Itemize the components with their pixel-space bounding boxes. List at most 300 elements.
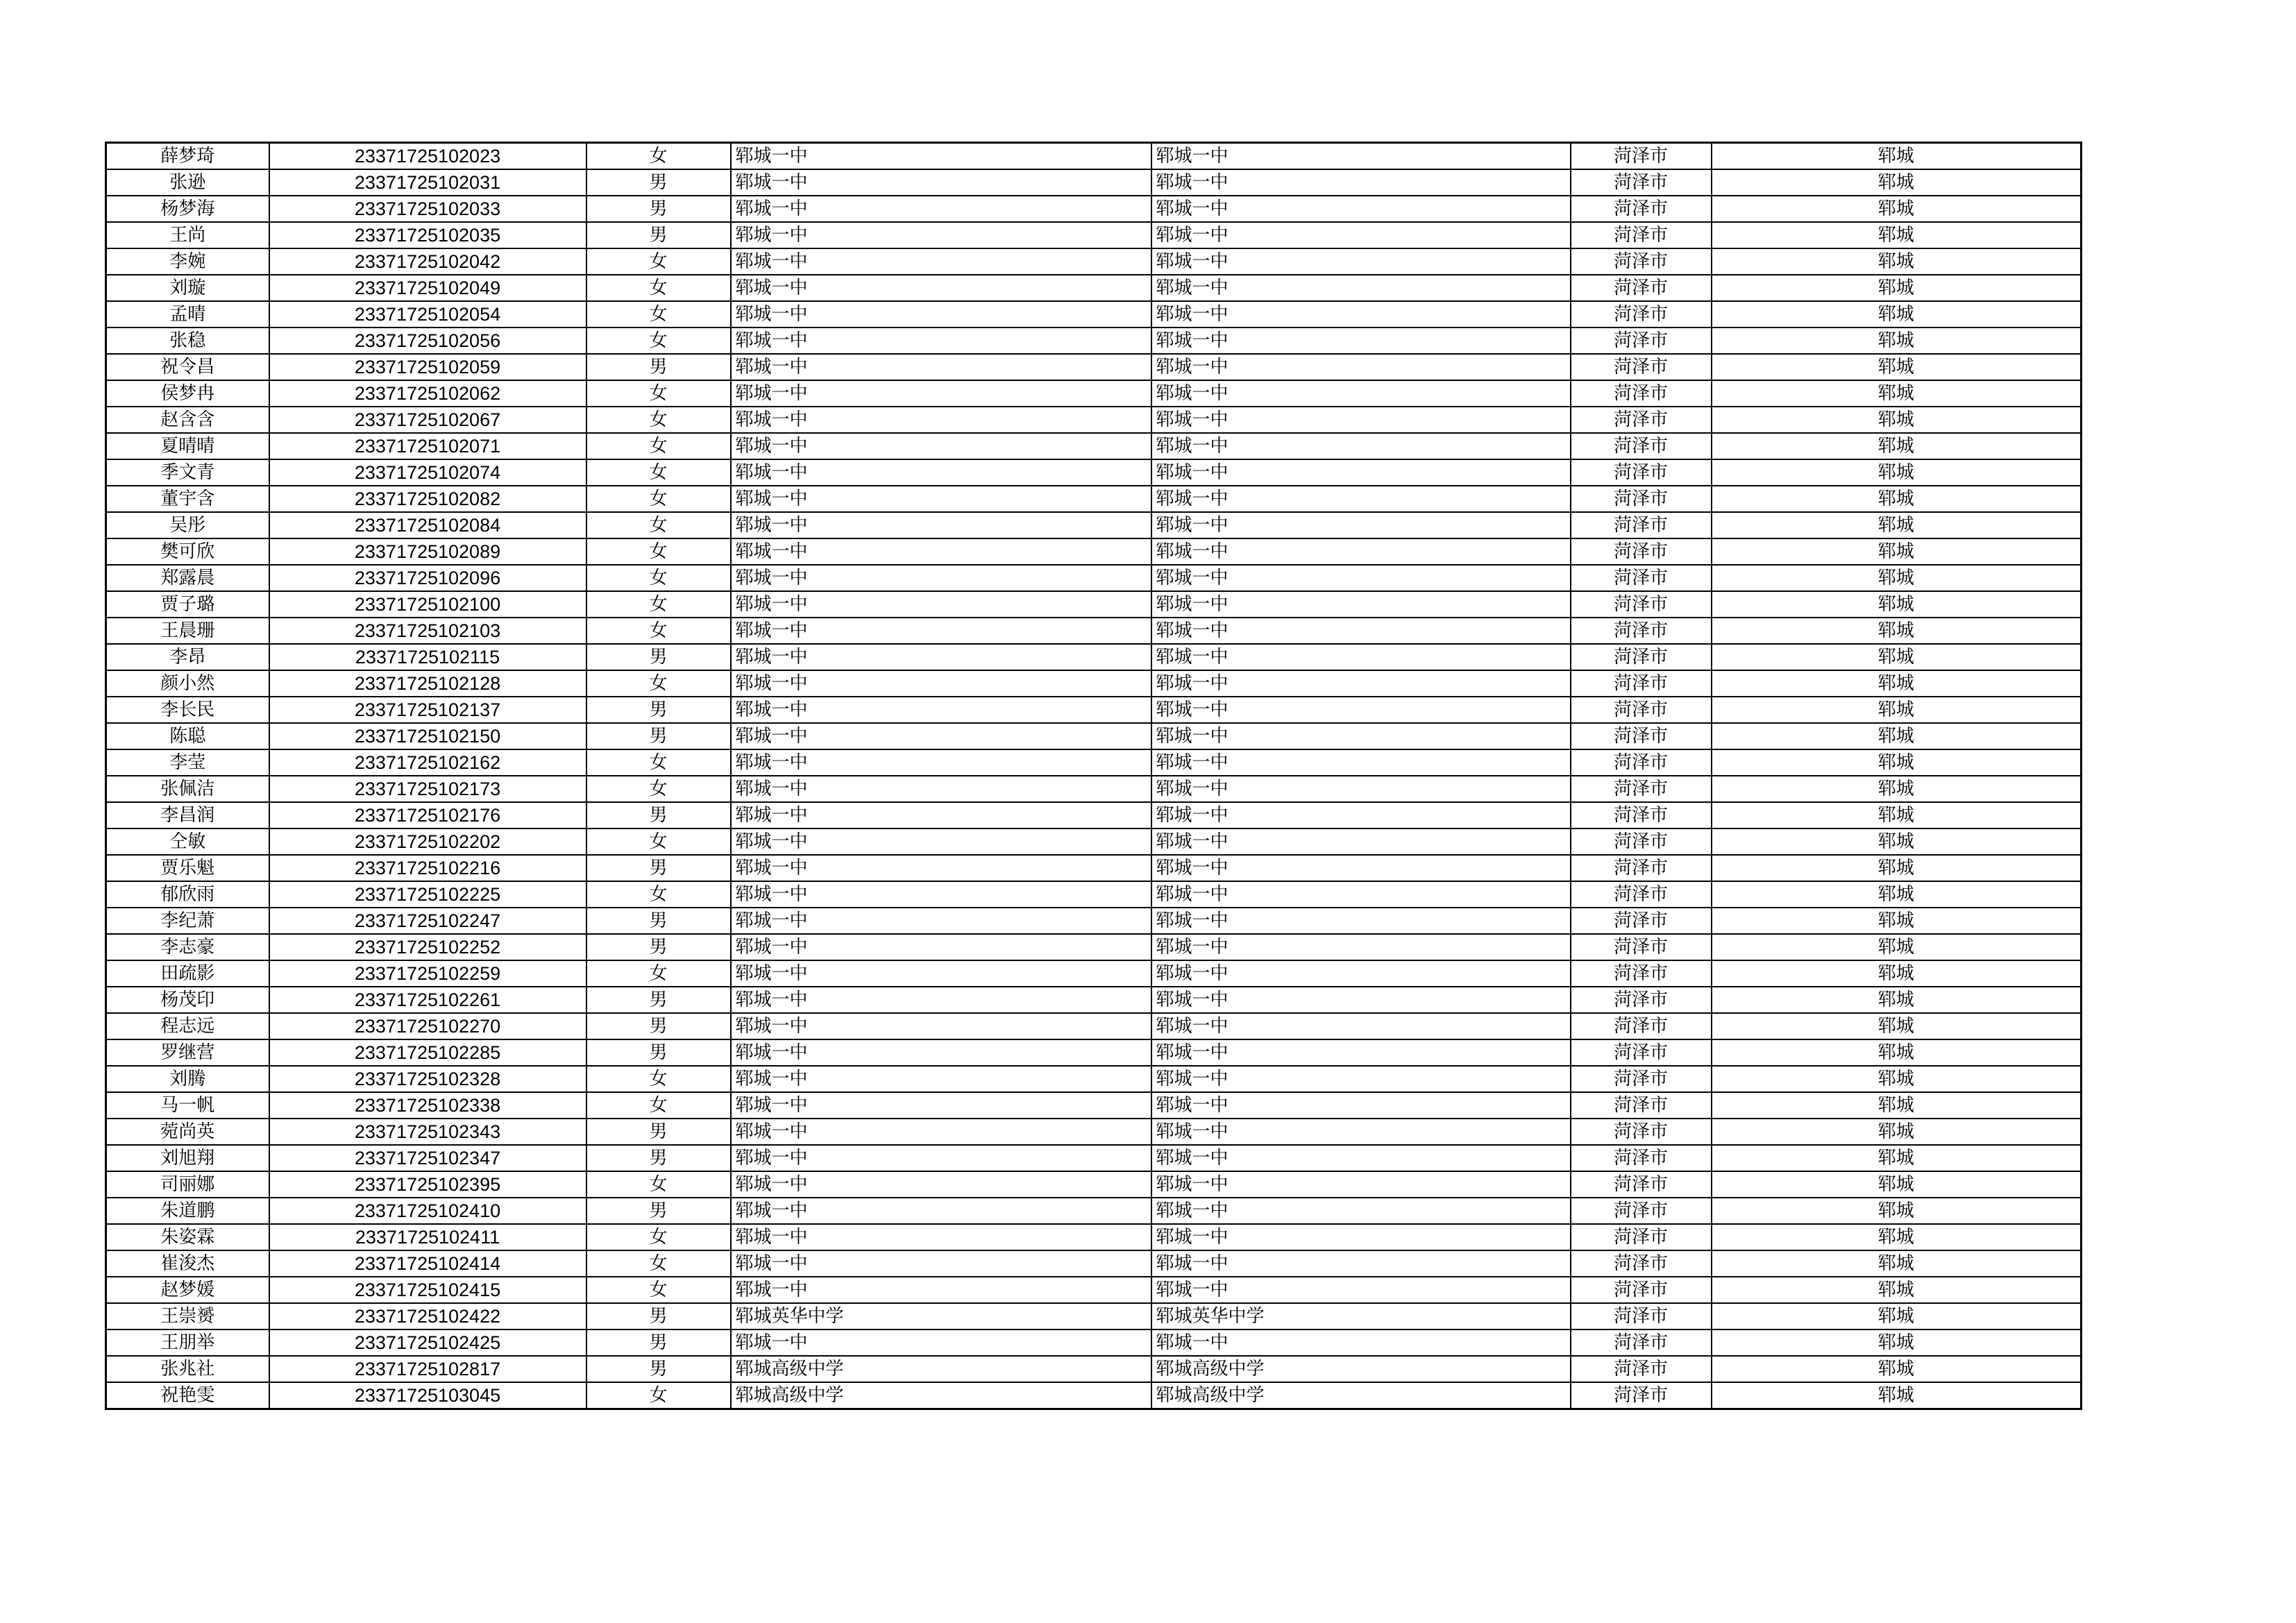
student-name-cell: 贾乐魁 [106, 855, 269, 881]
registration-school-cell: 郓城一中 [1151, 1224, 1571, 1250]
county-cell: 郓城 [1712, 855, 2082, 881]
city-cell: 菏泽市 [1571, 1224, 1712, 1250]
city-cell: 菏泽市 [1571, 1329, 1712, 1356]
registration-school-cell: 郓城一中 [1151, 749, 1571, 776]
student-name-cell: 郑露晨 [106, 565, 269, 591]
gender-cell: 男 [586, 1329, 731, 1356]
table-row [106, 1066, 2082, 1092]
city-cell: 菏泽市 [1571, 433, 1712, 459]
registration-school-cell: 郓城一中 [1151, 196, 1571, 222]
student-name-cell: 李长民 [106, 697, 269, 723]
registration-school-cell: 郓城一中 [1151, 618, 1571, 644]
school-cell: 郓城一中 [731, 908, 1151, 934]
gender-cell: 女 [586, 433, 731, 459]
table-row [106, 644, 2082, 670]
registration-school-cell: 郓城一中 [1151, 908, 1571, 934]
registration-school-cell: 郓城一中 [1151, 1066, 1571, 1092]
school-cell: 郓城一中 [731, 1092, 1151, 1119]
county-cell: 郓城 [1712, 644, 2082, 670]
gender-cell: 女 [586, 1277, 731, 1303]
gender-cell: 男 [586, 1013, 731, 1039]
gender-cell: 女 [586, 459, 731, 486]
student-name-cell: 王朋举 [106, 1329, 269, 1356]
city-cell: 菏泽市 [1571, 644, 1712, 670]
student-name-cell: 薛梦琦 [106, 143, 269, 170]
registration-school-cell: 郓城一中 [1151, 1092, 1571, 1119]
registration-school-cell: 郓城一中 [1151, 565, 1571, 591]
gender-cell: 男 [586, 802, 731, 829]
student-name-cell: 郁欣雨 [106, 881, 269, 908]
city-cell: 菏泽市 [1571, 1250, 1712, 1277]
table-row [106, 1145, 2082, 1171]
table-row [106, 960, 2082, 987]
gender-cell: 女 [586, 407, 731, 433]
city-cell: 菏泽市 [1571, 881, 1712, 908]
city-cell: 菏泽市 [1571, 538, 1712, 565]
student-name-cell: 张逊 [106, 169, 269, 196]
table-row [106, 1224, 2082, 1250]
gender-cell: 男 [586, 1119, 731, 1145]
table-row [106, 1356, 2082, 1382]
school-cell: 郓城一中 [731, 802, 1151, 829]
registration-school-cell: 郓城一中 [1151, 934, 1571, 960]
school-cell: 郓城一中 [731, 1013, 1151, 1039]
school-cell: 郓城一中 [731, 538, 1151, 565]
county-cell: 郓城 [1712, 1013, 2082, 1039]
school-cell: 郓城一中 [731, 1277, 1151, 1303]
city-cell: 菏泽市 [1571, 1013, 1712, 1039]
registration-school-cell: 郓城一中 [1151, 1250, 1571, 1277]
exam-id-cell: 23371725102216 [269, 855, 586, 881]
county-cell: 郓城 [1712, 934, 2082, 960]
exam-id-cell: 23371725102023 [269, 143, 586, 170]
school-cell: 郓城一中 [731, 486, 1151, 512]
table-row [106, 1198, 2082, 1224]
county-cell: 郓城 [1712, 169, 2082, 196]
exam-id-cell: 23371725102347 [269, 1145, 586, 1171]
registration-school-cell: 郓城一中 [1151, 433, 1571, 459]
city-cell: 菏泽市 [1571, 1119, 1712, 1145]
registration-school-cell: 郓城一中 [1151, 723, 1571, 749]
city-cell: 菏泽市 [1571, 960, 1712, 987]
school-cell: 郓城一中 [731, 644, 1151, 670]
registration-school-cell: 郓城高级中学 [1151, 1382, 1571, 1409]
school-cell: 郓城一中 [731, 512, 1151, 538]
table-row [106, 1039, 2082, 1066]
registration-school-cell: 郓城一中 [1151, 670, 1571, 697]
registration-school-cell: 郓城一中 [1151, 248, 1571, 275]
table-row [106, 407, 2082, 433]
exam-id-cell: 23371725102395 [269, 1171, 586, 1198]
table-row [106, 1013, 2082, 1039]
school-cell: 郓城一中 [731, 776, 1151, 802]
county-cell: 郓城 [1712, 1382, 2082, 1409]
city-cell: 菏泽市 [1571, 565, 1712, 591]
gender-cell: 女 [586, 512, 731, 538]
table-row [106, 591, 2082, 618]
exam-id-cell: 23371725102247 [269, 908, 586, 934]
county-cell: 郓城 [1712, 1198, 2082, 1224]
city-cell: 菏泽市 [1571, 802, 1712, 829]
student-name-cell: 张兆社 [106, 1356, 269, 1382]
registration-school-cell: 郓城一中 [1151, 1277, 1571, 1303]
gender-cell: 女 [586, 776, 731, 802]
table-row [106, 618, 2082, 644]
student-name-cell: 祝艳雯 [106, 1382, 269, 1409]
table-row [106, 908, 2082, 934]
county-cell: 郓城 [1712, 433, 2082, 459]
student-name-cell: 李志豪 [106, 934, 269, 960]
table-row [106, 354, 2082, 380]
school-cell: 郓城一中 [731, 169, 1151, 196]
table-row [106, 1277, 2082, 1303]
registration-school-cell: 郓城高级中学 [1151, 1356, 1571, 1382]
exam-id-cell: 23371725102338 [269, 1092, 586, 1119]
student-name-cell: 罗继营 [106, 1039, 269, 1066]
city-cell: 菏泽市 [1571, 1171, 1712, 1198]
student-name-cell: 朱道鹏 [106, 1198, 269, 1224]
school-cell: 郓城高级中学 [731, 1382, 1151, 1409]
exam-id-cell: 23371725102137 [269, 697, 586, 723]
gender-cell: 女 [586, 1224, 731, 1250]
county-cell: 郓城 [1712, 301, 2082, 328]
exam-id-cell: 23371725102343 [269, 1119, 586, 1145]
county-cell: 郓城 [1712, 328, 2082, 354]
city-cell: 菏泽市 [1571, 1145, 1712, 1171]
gender-cell: 女 [586, 143, 731, 170]
county-cell: 郓城 [1712, 1039, 2082, 1066]
gender-cell: 女 [586, 248, 731, 275]
gender-cell: 女 [586, 1066, 731, 1092]
city-cell: 菏泽市 [1571, 1356, 1712, 1382]
student-name-cell: 朱姿霖 [106, 1224, 269, 1250]
exam-id-cell: 23371725102202 [269, 829, 586, 855]
student-name-cell: 李婉 [106, 248, 269, 275]
gender-cell: 女 [586, 328, 731, 354]
exam-id-cell: 23371725102128 [269, 670, 586, 697]
table-row [106, 881, 2082, 908]
student-name-cell: 董宇含 [106, 486, 269, 512]
school-cell: 郓城一中 [731, 829, 1151, 855]
registration-school-cell: 郓城英华中学 [1151, 1303, 1571, 1329]
table-row [106, 855, 2082, 881]
exam-id-cell: 23371725102252 [269, 934, 586, 960]
exam-id-cell: 23371725102425 [269, 1329, 586, 1356]
student-name-cell: 张佩洁 [106, 776, 269, 802]
school-cell: 郓城一中 [731, 749, 1151, 776]
school-cell: 郓城一中 [731, 1119, 1151, 1145]
city-cell: 菏泽市 [1571, 407, 1712, 433]
school-cell: 郓城一中 [731, 1145, 1151, 1171]
gender-cell: 女 [586, 960, 731, 987]
school-cell: 郓城一中 [731, 1224, 1151, 1250]
table-row [106, 433, 2082, 459]
registration-school-cell: 郓城一中 [1151, 960, 1571, 987]
county-cell: 郓城 [1712, 1356, 2082, 1382]
roster-body [106, 143, 2082, 1409]
county-cell: 郓城 [1712, 565, 2082, 591]
county-cell: 郓城 [1712, 723, 2082, 749]
registration-school-cell: 郓城一中 [1151, 380, 1571, 407]
school-cell: 郓城一中 [731, 934, 1151, 960]
exam-id-cell: 23371725102410 [269, 1198, 586, 1224]
school-cell: 郓城一中 [731, 1329, 1151, 1356]
city-cell: 菏泽市 [1571, 1277, 1712, 1303]
registration-school-cell: 郓城一中 [1151, 1329, 1571, 1356]
table-row [106, 143, 2082, 170]
county-cell: 郓城 [1712, 275, 2082, 301]
exam-id-cell: 23371725102031 [269, 169, 586, 196]
table-row [106, 380, 2082, 407]
county-cell: 郓城 [1712, 1224, 2082, 1250]
city-cell: 菏泽市 [1571, 1092, 1712, 1119]
city-cell: 菏泽市 [1571, 354, 1712, 380]
table-row [106, 1250, 2082, 1277]
registration-school-cell: 郓城一中 [1151, 301, 1571, 328]
registration-school-cell: 郓城一中 [1151, 987, 1571, 1013]
school-cell: 郓城一中 [731, 1198, 1151, 1224]
gender-cell: 女 [586, 618, 731, 644]
gender-cell: 男 [586, 908, 731, 934]
student-name-cell: 马一帆 [106, 1092, 269, 1119]
student-name-cell: 司丽娜 [106, 1171, 269, 1198]
student-name-cell: 张稳 [106, 328, 269, 354]
county-cell: 郓城 [1712, 538, 2082, 565]
student-name-cell: 李莹 [106, 749, 269, 776]
gender-cell: 男 [586, 934, 731, 960]
county-cell: 郓城 [1712, 1171, 2082, 1198]
registration-school-cell: 郓城一中 [1151, 1198, 1571, 1224]
county-cell: 郓城 [1712, 1145, 2082, 1171]
county-cell: 郓城 [1712, 354, 2082, 380]
table-row [106, 670, 2082, 697]
student-name-cell: 杨茂印 [106, 987, 269, 1013]
student-name-cell: 陈聪 [106, 723, 269, 749]
registration-school-cell: 郓城一中 [1151, 512, 1571, 538]
city-cell: 菏泽市 [1571, 1382, 1712, 1409]
gender-cell: 女 [586, 670, 731, 697]
county-cell: 郓城 [1712, 143, 2082, 170]
county-cell: 郓城 [1712, 960, 2082, 987]
gender-cell: 男 [586, 196, 731, 222]
gender-cell: 女 [586, 486, 731, 512]
student-name-cell: 吴彤 [106, 512, 269, 538]
table-row [106, 1119, 2082, 1145]
city-cell: 菏泽市 [1571, 723, 1712, 749]
table-row [106, 1092, 2082, 1119]
registration-school-cell: 郓城一中 [1151, 143, 1571, 170]
city-cell: 菏泽市 [1571, 776, 1712, 802]
exam-id-cell: 23371725102415 [269, 1277, 586, 1303]
city-cell: 菏泽市 [1571, 697, 1712, 723]
exam-id-cell: 23371725102176 [269, 802, 586, 829]
city-cell: 菏泽市 [1571, 591, 1712, 618]
school-cell: 郓城一中 [731, 354, 1151, 380]
gender-cell: 男 [586, 644, 731, 670]
student-name-cell: 赵梦媛 [106, 1277, 269, 1303]
table-row [106, 829, 2082, 855]
registration-school-cell: 郓城一中 [1151, 407, 1571, 433]
exam-id-cell: 23371725102173 [269, 776, 586, 802]
registration-school-cell: 郓城一中 [1151, 1013, 1571, 1039]
exam-id-cell: 23371725102285 [269, 1039, 586, 1066]
registration-school-cell: 郓城一中 [1151, 459, 1571, 486]
student-name-cell: 李纪萧 [106, 908, 269, 934]
table-row [106, 1303, 2082, 1329]
student-roster-table [105, 142, 2082, 1410]
exam-id-cell: 23371725102071 [269, 433, 586, 459]
school-cell: 郓城一中 [731, 407, 1151, 433]
student-name-cell: 菀尚英 [106, 1119, 269, 1145]
registration-school-cell: 郓城一中 [1151, 1145, 1571, 1171]
school-cell: 郓城一中 [731, 1171, 1151, 1198]
school-cell: 郓城英华中学 [731, 1303, 1151, 1329]
county-cell: 郓城 [1712, 1066, 2082, 1092]
school-cell: 郓城一中 [731, 328, 1151, 354]
registration-school-cell: 郓城一中 [1151, 697, 1571, 723]
student-name-cell: 刘璇 [106, 275, 269, 301]
registration-school-cell: 郓城一中 [1151, 802, 1571, 829]
registration-school-cell: 郓城一中 [1151, 538, 1571, 565]
city-cell: 菏泽市 [1571, 618, 1712, 644]
table-row [106, 328, 2082, 354]
city-cell: 菏泽市 [1571, 987, 1712, 1013]
city-cell: 菏泽市 [1571, 143, 1712, 170]
exam-id-cell: 23371725102096 [269, 565, 586, 591]
exam-id-cell: 23371725102115 [269, 644, 586, 670]
gender-cell: 女 [586, 275, 731, 301]
student-name-cell: 仝敏 [106, 829, 269, 855]
gender-cell: 女 [586, 1250, 731, 1277]
table-row [106, 1382, 2082, 1409]
city-cell: 菏泽市 [1571, 169, 1712, 196]
city-cell: 菏泽市 [1571, 248, 1712, 275]
exam-id-cell: 23371725102084 [269, 512, 586, 538]
city-cell: 菏泽市 [1571, 301, 1712, 328]
student-name-cell: 王晨珊 [106, 618, 269, 644]
exam-id-cell: 23371725102089 [269, 538, 586, 565]
exam-id-cell: 23371725102054 [269, 301, 586, 328]
exam-id-cell: 23371725102261 [269, 987, 586, 1013]
county-cell: 郓城 [1712, 1250, 2082, 1277]
exam-id-cell: 23371725102056 [269, 328, 586, 354]
exam-id-cell: 23371725102074 [269, 459, 586, 486]
city-cell: 菏泽市 [1571, 1039, 1712, 1066]
city-cell: 菏泽市 [1571, 328, 1712, 354]
school-cell: 郓城一中 [731, 459, 1151, 486]
registration-school-cell: 郓城一中 [1151, 1119, 1571, 1145]
exam-id-cell: 23371725102062 [269, 380, 586, 407]
school-cell: 郓城一中 [731, 987, 1151, 1013]
table-row [106, 565, 2082, 591]
school-cell: 郓城一中 [731, 222, 1151, 248]
school-cell: 郓城一中 [731, 248, 1151, 275]
exam-id-cell: 23371725102414 [269, 1250, 586, 1277]
table-row [106, 486, 2082, 512]
county-cell: 郓城 [1712, 829, 2082, 855]
exam-id-cell: 23371725102150 [269, 723, 586, 749]
table-row [106, 749, 2082, 776]
school-cell: 郓城一中 [731, 1250, 1151, 1277]
gender-cell: 女 [586, 881, 731, 908]
gender-cell: 女 [586, 1092, 731, 1119]
exam-id-cell: 23371725102817 [269, 1356, 586, 1382]
school-cell: 郓城一中 [731, 565, 1151, 591]
table-row [106, 934, 2082, 960]
registration-school-cell: 郓城一中 [1151, 829, 1571, 855]
registration-school-cell: 郓城一中 [1151, 881, 1571, 908]
student-name-cell: 贾子璐 [106, 591, 269, 618]
city-cell: 菏泽市 [1571, 275, 1712, 301]
gender-cell: 女 [586, 301, 731, 328]
exam-id-cell: 23371725102103 [269, 618, 586, 644]
county-cell: 郓城 [1712, 618, 2082, 644]
school-cell: 郓城一中 [731, 275, 1151, 301]
registration-school-cell: 郓城一中 [1151, 591, 1571, 618]
exam-id-cell: 23371725102162 [269, 749, 586, 776]
gender-cell: 女 [586, 1171, 731, 1198]
county-cell: 郓城 [1712, 802, 2082, 829]
county-cell: 郓城 [1712, 196, 2082, 222]
exam-id-cell: 23371725102042 [269, 248, 586, 275]
city-cell: 菏泽市 [1571, 512, 1712, 538]
school-cell: 郓城一中 [731, 670, 1151, 697]
county-cell: 郓城 [1712, 1119, 2082, 1145]
student-name-cell: 颜小然 [106, 670, 269, 697]
student-name-cell: 季文青 [106, 459, 269, 486]
county-cell: 郓城 [1712, 248, 2082, 275]
table-row [106, 1171, 2082, 1198]
student-name-cell: 夏晴晴 [106, 433, 269, 459]
registration-school-cell: 郓城一中 [1151, 776, 1571, 802]
table-row [106, 512, 2082, 538]
school-cell: 郓城一中 [731, 591, 1151, 618]
gender-cell: 男 [586, 1145, 731, 1171]
table-row [106, 196, 2082, 222]
registration-school-cell: 郓城一中 [1151, 222, 1571, 248]
table-row [106, 301, 2082, 328]
city-cell: 菏泽市 [1571, 934, 1712, 960]
registration-school-cell: 郓城一中 [1151, 169, 1571, 196]
student-name-cell: 杨梦海 [106, 196, 269, 222]
county-cell: 郓城 [1712, 1303, 2082, 1329]
gender-cell: 女 [586, 829, 731, 855]
county-cell: 郓城 [1712, 908, 2082, 934]
registration-school-cell: 郓城一中 [1151, 1171, 1571, 1198]
exam-id-cell: 23371725102270 [269, 1013, 586, 1039]
gender-cell: 男 [586, 987, 731, 1013]
school-cell: 郓城高级中学 [731, 1356, 1151, 1382]
student-name-cell: 崔浚杰 [106, 1250, 269, 1277]
table-row [106, 1329, 2082, 1356]
gender-cell: 女 [586, 749, 731, 776]
exam-id-cell: 23371725102035 [269, 222, 586, 248]
city-cell: 菏泽市 [1571, 908, 1712, 934]
county-cell: 郓城 [1712, 776, 2082, 802]
city-cell: 菏泽市 [1571, 1303, 1712, 1329]
county-cell: 郓城 [1712, 459, 2082, 486]
exam-id-cell: 23371725102033 [269, 196, 586, 222]
table-row [106, 248, 2082, 275]
exam-id-cell: 23371725102059 [269, 354, 586, 380]
student-name-cell: 李昌润 [106, 802, 269, 829]
exam-id-cell: 23371725102422 [269, 1303, 586, 1329]
county-cell: 郓城 [1712, 380, 2082, 407]
student-name-cell: 王崇赟 [106, 1303, 269, 1329]
table-row [106, 459, 2082, 486]
table-row [106, 275, 2082, 301]
registration-school-cell: 郓城一中 [1151, 1039, 1571, 1066]
